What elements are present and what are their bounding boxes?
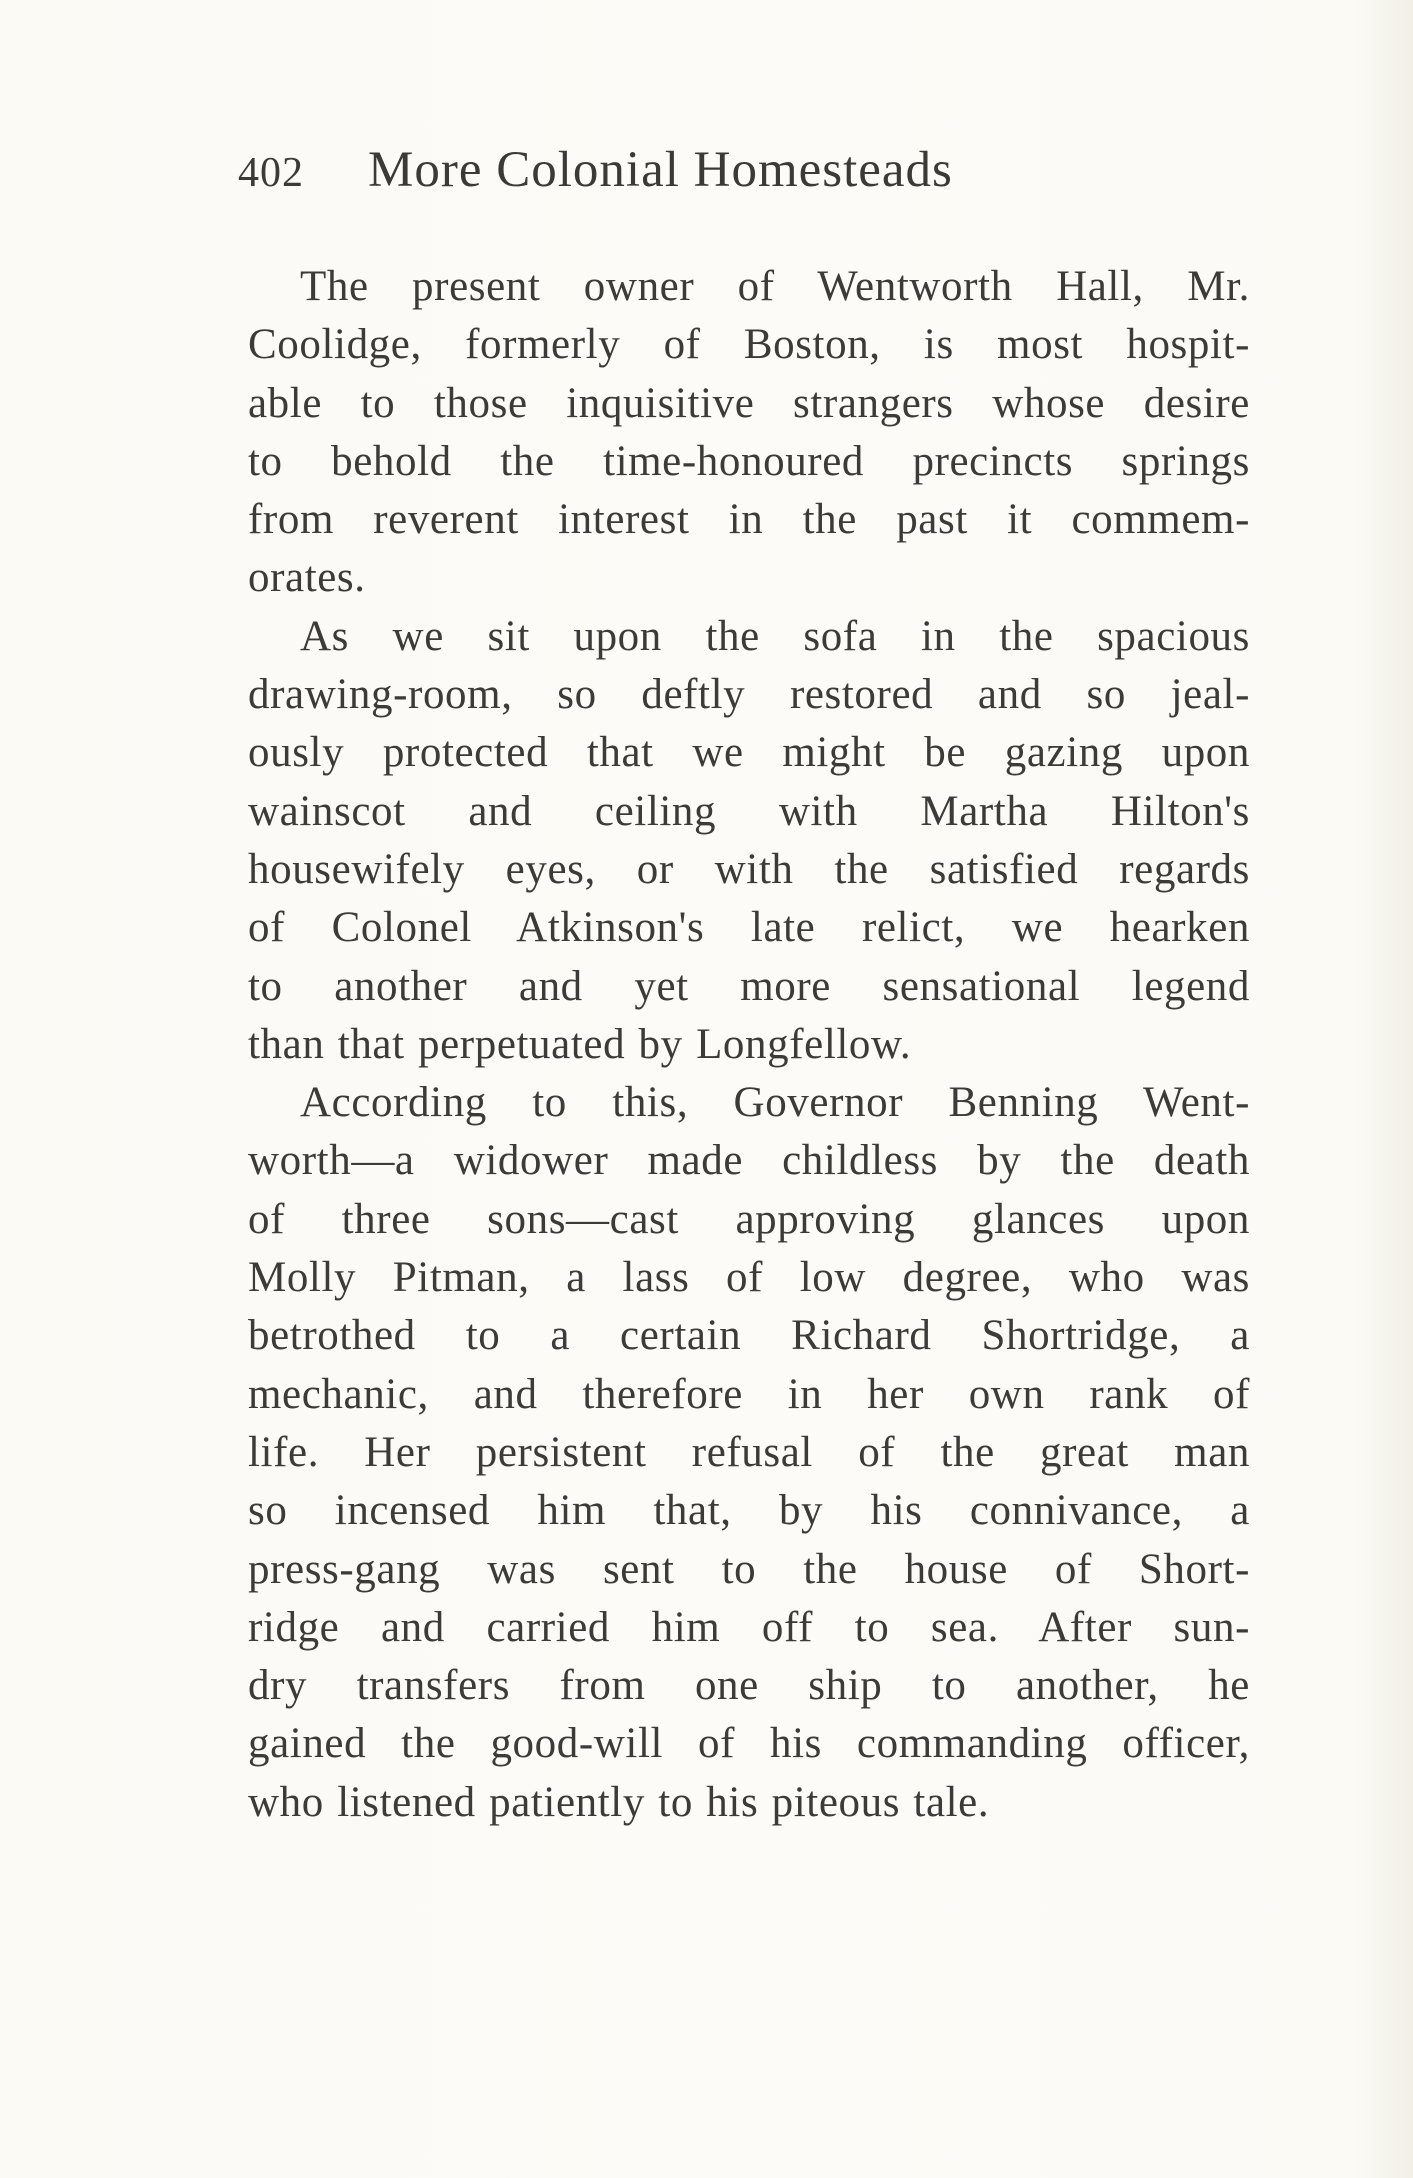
text-line: gained the good-will of his commanding officer,: [248, 1720, 1250, 1768]
text-line: The present owner of Wentworth Hall, Mr.: [300, 263, 1250, 310]
paragraph-3: [248, 1074, 1250, 1832]
paragraph-2: [248, 608, 1250, 1074]
text-line: so incensed him that, by his connivance, a: [248, 1487, 1250, 1535]
text-line: to behold the time-honoured precincts springs: [248, 437, 1250, 485]
text-line: worth—a widower made childless by the death: [248, 1137, 1250, 1185]
book-title: More Colonial Homesteads: [368, 142, 953, 198]
text-line: betrothed to a certain Richard Shortridge, a: [248, 1312, 1250, 1360]
running-head: [238, 140, 1218, 200]
text-line: life. Her persistent refusal of the great man: [248, 1428, 1250, 1476]
text-line: of Colonel Atkinson's late relict, we hearken: [248, 904, 1250, 952]
text-line: mechanic, and therefore in her own rank of: [248, 1370, 1250, 1418]
text-line: of three sons—cast approving glances upon: [248, 1195, 1250, 1243]
page-number: 402: [238, 150, 304, 196]
text-line: housewifely eyes, or with the satisfied regards: [248, 845, 1250, 893]
text-line: dry transfers from one ship to another, he: [248, 1662, 1250, 1710]
text-line: Coolidge, formerly of Boston, is most hospit-: [248, 321, 1250, 369]
text-line: to another and yet more sensational legend: [248, 962, 1250, 1010]
body-text: [248, 258, 1250, 1832]
text-line: press-gang was sent to the house of Short-: [248, 1545, 1250, 1593]
text-line: According to this, Governor Benning Went-: [300, 1079, 1250, 1127]
text-line: As we sit upon the sofa in the spacious: [300, 612, 1250, 660]
paragraph-1: [248, 258, 1250, 608]
text-line: from reverent interest in the past it commem-: [248, 496, 1250, 544]
text-line: wainscot and ceiling with Martha Hilton's: [248, 787, 1250, 835]
text-line: Molly Pitman, a lass of low degree, who was: [248, 1254, 1250, 1302]
text-line: ridge and carried him off to sea. After sun-: [248, 1603, 1250, 1651]
text-line: orates.: [248, 554, 366, 602]
text-line: drawing-room, so deftly restored and so jeal-: [248, 671, 1250, 719]
text-line: ously protected that we might be gazing upon: [248, 729, 1250, 777]
text-line: than that perpetuated by Longfellow.: [248, 1020, 912, 1068]
text-line: able to those inquisitive strangers whose desire: [248, 379, 1250, 427]
text-line: who listened patiently to his piteous tale.: [248, 1778, 990, 1826]
